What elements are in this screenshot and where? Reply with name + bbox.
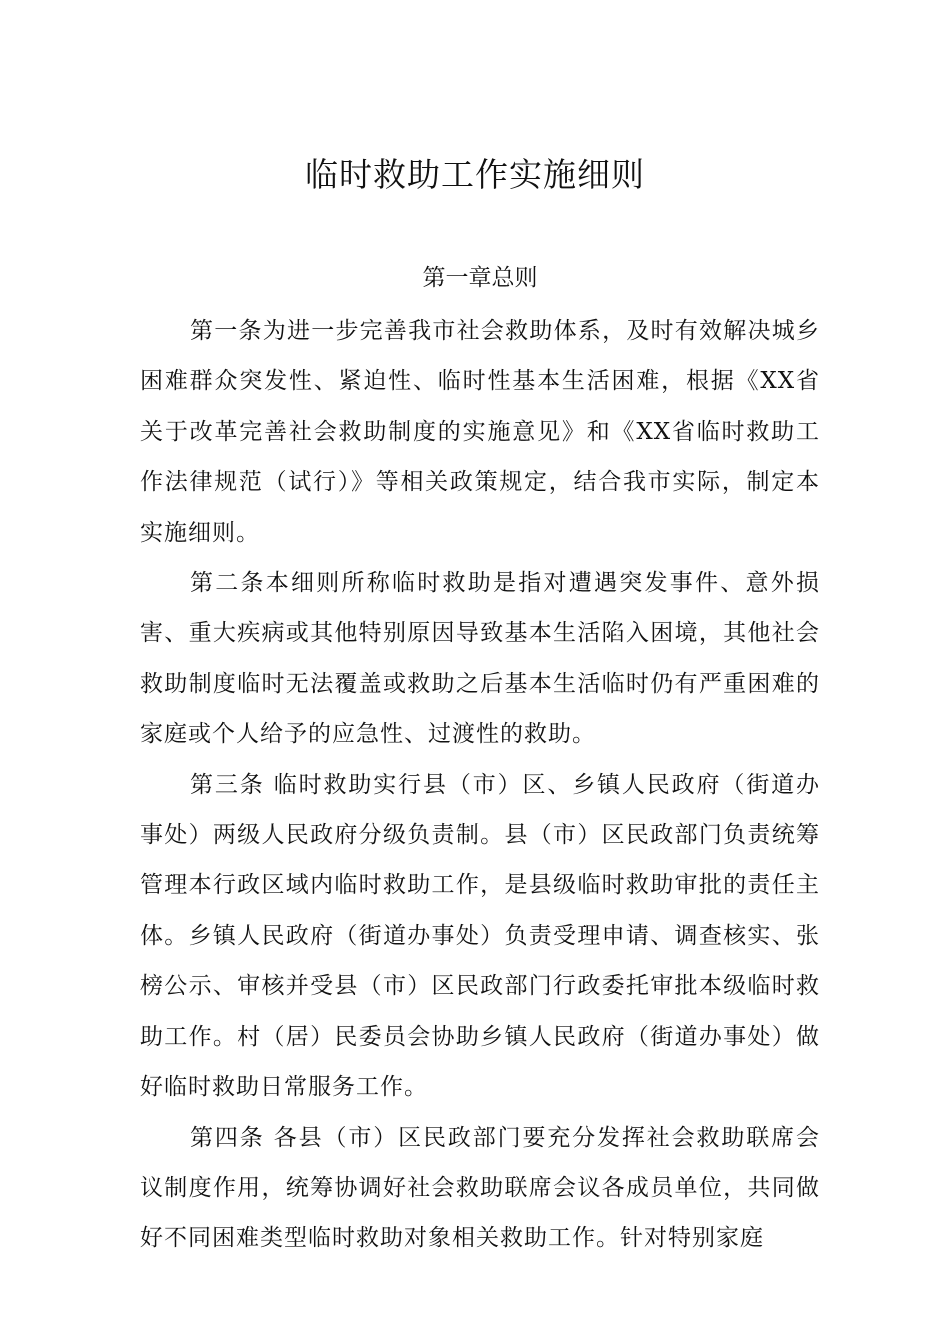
article-3-paragraph: 第三条 临时救助实行县（市）区、乡镇人民政府（街道办事处）两级人民政府分级负责制。县（市）区民政部门负责统筹管理本行政区域内临时救助工作，是县级临时救助审批的责任主体。乡镇人民政府（街道办事处）负责受理申请、调查核实、张榜公示、审核并受县（市）区民政部门行政委托审批本级临时救助工作。村（居）民委员会协助乡镇人民政府（街道办事处）做好临时救助日常服务工作。 — [140, 771, 820, 1101]
document-title: 临时救助工作实施细则 — [305, 155, 645, 194]
article-4-paragraph: 第四条 各县（市）区民政部门要充分发挥社会救助联席会议制度作用，统筹协调好社会救助联席会议各成员单位，共同做好不同困难类型临时救助对象相关救助工作。针对特别家庭 — [140, 1124, 820, 1252]
article-2-paragraph: 第二条本细则所称临时救助是指对遭遇突发事件、意外损害、重大疾病或其他特别原因导致基本生活陷入困境，其他社会救助制度临时无法覆盖或救助之后基本生活临时仍有严重困难的家庭或个人给予的应急性、过渡性的救助。 — [140, 570, 820, 748]
chapter-heading: 第一章总则 — [422, 265, 538, 291]
article-1-paragraph: 第一条为进一步完善我市社会救助体系，及时有效解决城乡困难群众突发性、紧迫性、临时性基本生活困难，根据《XX省关于改革完善社会救助制度的实施意见》和《XX省临时救助工作法律规范（试行）》等相关政策规定，结合我市实际，制定本实施细则。 — [140, 318, 820, 546]
document-body — [140, 306, 820, 1264]
